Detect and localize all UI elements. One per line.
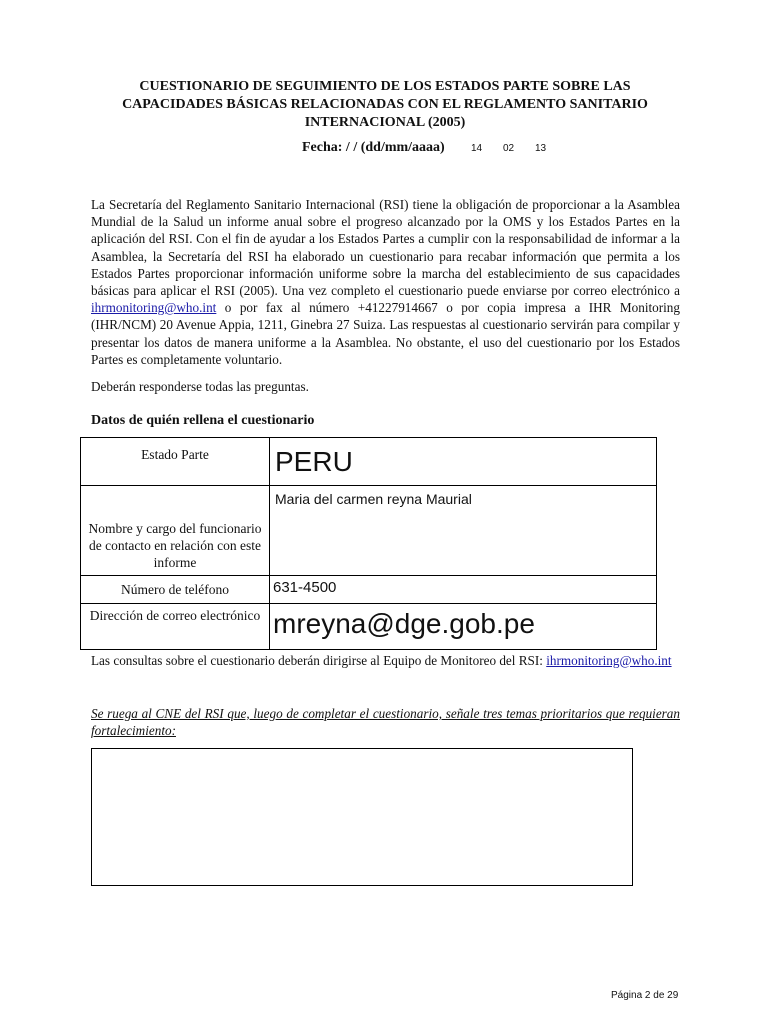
- email-label: Dirección de correo electrónico: [89, 607, 261, 623]
- estado-parte-value: PERU: [275, 446, 353, 477]
- page-number: Página 2 de 29: [611, 990, 679, 1001]
- fecha-month[interactable]: 02: [503, 143, 515, 154]
- nombre-cargo-value: Maria del carmen reyna Maurial: [275, 491, 472, 508]
- must-answer-note: Deberán responderse todas las preguntas.: [91, 379, 309, 394]
- estado-parte-label-cell: [81, 438, 270, 486]
- nombre-cargo-label-cell: [81, 486, 270, 575]
- row-nombre-cargo: [81, 486, 657, 575]
- telefono-label-cell: [81, 575, 270, 603]
- title-line-1: CUESTIONARIO DE SEGUIMIENTO DE LOS ESTADOS PARTE SOBRE LAS: [139, 79, 631, 94]
- email-field[interactable]: [270, 603, 657, 649]
- row-estado-parte: [81, 438, 657, 486]
- fecha-row: [0, 140, 770, 160]
- title-line-2: CAPACIDADES BÁSICAS RELACIONADAS CON EL REGLAMENTO SANITARIO: [122, 97, 648, 112]
- fecha-day[interactable]: 14: [471, 143, 483, 154]
- nombre-cargo-label: Nombre y cargo del funcionario de contacto en relación con este informe: [88, 520, 262, 570]
- document-title: [80, 78, 690, 132]
- row-telefono: [81, 575, 657, 603]
- estado-parte-label: Estado Parte: [141, 447, 209, 462]
- priority-topics-answer-box[interactable]: [91, 748, 633, 886]
- title-line-3: INTERNACIONAL (2005): [304, 115, 466, 130]
- intro-paragraph: [91, 196, 680, 368]
- intro-text-start: La Secretaría del Reglamento Sanitario Internacional (RSI) tiene la obligación de proporcionar a la Asamblea Mundial de la Salud un informe anual sobre el progreso alcanzado por la OMS y los Estados Partes en la aplicación del RSI. Con el fin de ayudar a los Estados Partes a cumplir con la responsabilidad de informar a la Asamblea, la Secretaría del RSI ha elaborado un cuestionario para recabar información que permita a los Estados Partes proporcionar información uniforme sobre la marcha del establecimiento de sus capacidades básicas para aplicar el RSI (2005). Una vez completo el cuestionario puede enviarse por correo electrónico a: [91, 197, 680, 299]
- fecha-year[interactable]: 13: [535, 143, 547, 154]
- section-heading: Datos de quién rellena el cuestionario: [91, 413, 315, 428]
- contact-form-table: [80, 437, 657, 650]
- consultas-paragraph: [91, 652, 680, 669]
- nombre-cargo-field[interactable]: [270, 486, 657, 575]
- estado-parte-field[interactable]: [270, 438, 657, 486]
- telefono-label: Número de teléfono: [121, 581, 229, 597]
- intro-email-link[interactable]: ihrmonitoring@who.int: [91, 300, 217, 316]
- telefono-value: 631-4500: [273, 578, 337, 596]
- priority-topics-instruction: Se ruega al CNE del RSI que, luego de completar el cuestionario, señale tres temas prioritarios que requieran fortalecimiento:: [91, 706, 680, 739]
- row-email: [81, 603, 657, 649]
- intro-text-end: o por fax al número +41227914667 o por copia impresa a IHR Monitoring (IHR/NCM) 20 Avenue Appia, 1211, Ginebra 27 Suiza. Las respuestas al cuestionario servirán para compilar y presentar los datos de manera uniforme a la Asamblea. No obstante, el uso del cuestionario por los Estados Partes es completamente voluntario.: [91, 300, 680, 367]
- consultas-text: Las consultas sobre el cuestionario deberán dirigirse al Equipo de Monitoreo del RSI:: [91, 653, 547, 668]
- fecha-label: Fecha: / / (dd/mm/aaaa): [302, 140, 445, 155]
- email-value: mreyna@dge.gob.pe: [273, 607, 535, 639]
- telefono-field[interactable]: [270, 575, 657, 603]
- email-label-cell: [81, 603, 270, 649]
- consultas-email-link[interactable]: ihrmonitoring@who.int: [546, 653, 672, 668]
